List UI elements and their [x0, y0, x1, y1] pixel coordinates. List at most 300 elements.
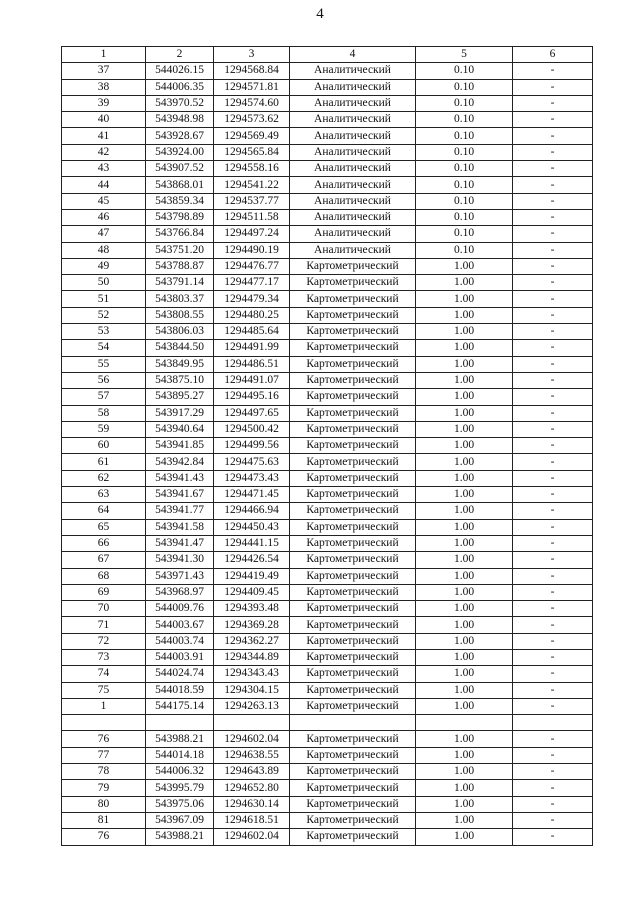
table-cell: 41: [62, 128, 146, 144]
table-cell: 54: [62, 340, 146, 356]
table-cell: Картометрический: [290, 584, 416, 600]
table-row: [62, 95, 593, 111]
table-cell: [146, 715, 214, 731]
table-cell: -: [513, 63, 593, 79]
table-cell: 1.00: [416, 454, 513, 470]
table-cell: 1294476.77: [214, 258, 290, 274]
column-header: 1: [62, 47, 146, 63]
table-cell: 74: [62, 666, 146, 682]
table-cell: 1294558.16: [214, 161, 290, 177]
table-cell: 1.00: [416, 389, 513, 405]
table-row: [62, 747, 593, 763]
table-row: [62, 291, 593, 307]
table-cell: 56: [62, 372, 146, 388]
table-cell: [214, 715, 290, 731]
table-cell: 1.00: [416, 812, 513, 828]
table-cell: 1294344.89: [214, 649, 290, 665]
table-cell: 53: [62, 324, 146, 340]
table-cell: 76: [62, 829, 146, 845]
table-cell: 543941.67: [146, 487, 214, 503]
table-cell: 67: [62, 552, 146, 568]
table-cell: 543941.85: [146, 438, 214, 454]
table-cell: 1.00: [416, 584, 513, 600]
table-cell: 73: [62, 649, 146, 665]
table-cell: 1.00: [416, 340, 513, 356]
table-cell: 1294369.28: [214, 617, 290, 633]
table-cell: 57: [62, 389, 146, 405]
table-header-row: [62, 47, 593, 63]
table-cell: -: [513, 829, 593, 845]
table-row: [62, 307, 593, 323]
table-cell: 1.00: [416, 470, 513, 486]
table-row: [62, 535, 593, 551]
table-cell: Картометрический: [290, 633, 416, 649]
table-cell: Картометрический: [290, 307, 416, 323]
table-cell: -: [513, 79, 593, 95]
table-cell: 544006.35: [146, 79, 214, 95]
table-cell: Картометрический: [290, 405, 416, 421]
table-cell: 1294497.24: [214, 226, 290, 242]
table-cell: 1294568.84: [214, 63, 290, 79]
table-cell: Картометрический: [290, 601, 416, 617]
table-cell: Картометрический: [290, 568, 416, 584]
table-cell: 1.00: [416, 829, 513, 845]
table-cell: [290, 715, 416, 731]
table-cell: 543942.84: [146, 454, 214, 470]
table-cell: -: [513, 617, 593, 633]
table-cell: 1294630.14: [214, 796, 290, 812]
table-cell: 543791.14: [146, 275, 214, 291]
table-row: [62, 552, 593, 568]
table-cell: 1.00: [416, 275, 513, 291]
table-cell: Картометрический: [290, 747, 416, 763]
table-cell: Картометрический: [290, 812, 416, 828]
table-cell: 544006.32: [146, 764, 214, 780]
coordinates-table: [61, 46, 593, 846]
table-cell: 543798.89: [146, 209, 214, 225]
table-cell: Аналитический: [290, 209, 416, 225]
table-cell: 1294602.04: [214, 731, 290, 747]
table-cell: 1.00: [416, 649, 513, 665]
table-row: [62, 226, 593, 242]
table-row: [62, 454, 593, 470]
table-cell: 544018.59: [146, 682, 214, 698]
table-cell: Картометрический: [290, 535, 416, 551]
table-row: [62, 324, 593, 340]
table-row: [62, 340, 593, 356]
table-row: [62, 731, 593, 747]
table-row: [62, 812, 593, 828]
table-cell: 1294473.43: [214, 470, 290, 486]
table-cell: 68: [62, 568, 146, 584]
table-cell: 72: [62, 633, 146, 649]
table-cell: 544014.18: [146, 747, 214, 763]
table-cell: 1294491.07: [214, 372, 290, 388]
table-cell: 1294419.49: [214, 568, 290, 584]
table-cell: 1294485.64: [214, 324, 290, 340]
table-cell: -: [513, 535, 593, 551]
table-cell: 543806.03: [146, 324, 214, 340]
table-cell: 48: [62, 242, 146, 258]
table-cell: 39: [62, 95, 146, 111]
table-cell: [62, 715, 146, 731]
table-cell: 1294491.99: [214, 340, 290, 356]
table-cell: Картометрический: [290, 389, 416, 405]
table-row: [62, 780, 593, 796]
table-cell: -: [513, 487, 593, 503]
table-cell: Картометрический: [290, 829, 416, 845]
table-cell: Аналитический: [290, 161, 416, 177]
table-cell: 543995.79: [146, 780, 214, 796]
table-cell: Картометрический: [290, 421, 416, 437]
table-cell: Аналитический: [290, 79, 416, 95]
table-cell: -: [513, 568, 593, 584]
table-cell: Картометрический: [290, 275, 416, 291]
table-row: [62, 275, 593, 291]
table-cell: 1.00: [416, 682, 513, 698]
table-cell: 0.10: [416, 161, 513, 177]
table-row: [62, 666, 593, 682]
table-cell: -: [513, 601, 593, 617]
table-cell: 1294537.77: [214, 193, 290, 209]
table-cell: -: [513, 209, 593, 225]
column-header: 4: [290, 47, 416, 63]
table-cell: 543788.87: [146, 258, 214, 274]
table-cell: -: [513, 291, 593, 307]
table-cell: 1294343.43: [214, 666, 290, 682]
table-cell: -: [513, 780, 593, 796]
table-row: [62, 112, 593, 128]
table-cell: 1.00: [416, 698, 513, 714]
table-cell: 0.10: [416, 128, 513, 144]
table-cell: 65: [62, 519, 146, 535]
table-cell: -: [513, 389, 593, 405]
table-cell: 1294565.84: [214, 144, 290, 160]
table-cell: 544003.67: [146, 617, 214, 633]
table-cell: 1294409.45: [214, 584, 290, 600]
table-cell: -: [513, 242, 593, 258]
table-row: [62, 128, 593, 144]
table-cell: 1.00: [416, 503, 513, 519]
table-cell: 1294475.63: [214, 454, 290, 470]
table-cell: 543808.55: [146, 307, 214, 323]
table-cell: 543941.77: [146, 503, 214, 519]
table-cell: Аналитический: [290, 112, 416, 128]
table-cell: 1294466.94: [214, 503, 290, 519]
table-cell: 49: [62, 258, 146, 274]
table-cell: 64: [62, 503, 146, 519]
table-cell: Картометрический: [290, 780, 416, 796]
table-cell: 1294573.62: [214, 112, 290, 128]
table-cell: Картометрический: [290, 764, 416, 780]
table-cell: 544024.74: [146, 666, 214, 682]
table-cell: 1294480.25: [214, 307, 290, 323]
table-cell: 543967.09: [146, 812, 214, 828]
table-cell: 46: [62, 209, 146, 225]
table-cell: 1294362.27: [214, 633, 290, 649]
table-cell: Картометрический: [290, 356, 416, 372]
table-cell: 1294569.49: [214, 128, 290, 144]
table-cell: 1.00: [416, 372, 513, 388]
table-cell: 1.00: [416, 617, 513, 633]
table-cell: 544003.91: [146, 649, 214, 665]
table-cell: 38: [62, 79, 146, 95]
table-cell: [513, 715, 593, 731]
table-cell: 80: [62, 796, 146, 812]
table-cell: 66: [62, 535, 146, 551]
table-cell: 0.10: [416, 226, 513, 242]
table-cell: 1.00: [416, 421, 513, 437]
table-cell: Картометрический: [290, 291, 416, 307]
table-cell: 63: [62, 487, 146, 503]
table-cell: -: [513, 405, 593, 421]
table-row: [62, 584, 593, 600]
table-cell: 69: [62, 584, 146, 600]
table-cell: 1294499.56: [214, 438, 290, 454]
table-cell: Картометрический: [290, 796, 416, 812]
table-cell: 1294450.43: [214, 519, 290, 535]
table-cell: -: [513, 144, 593, 160]
table-cell: 1294479.34: [214, 291, 290, 307]
table-cell: 37: [62, 63, 146, 79]
table-cell: -: [513, 177, 593, 193]
table-cell: -: [513, 307, 593, 323]
table-cell: -: [513, 275, 593, 291]
table-cell: 0.10: [416, 209, 513, 225]
table-cell: 1.00: [416, 601, 513, 617]
table-cell: 544009.76: [146, 601, 214, 617]
table-cell: 543907.52: [146, 161, 214, 177]
table-cell: 1294643.89: [214, 764, 290, 780]
table-row: [62, 242, 593, 258]
table-cell: -: [513, 731, 593, 747]
table-cell: -: [513, 356, 593, 372]
table-cell: 78: [62, 764, 146, 780]
table-cell: Аналитический: [290, 193, 416, 209]
table-row: [62, 519, 593, 535]
table-cell: 1294618.51: [214, 812, 290, 828]
table-cell: 543917.29: [146, 405, 214, 421]
table-row: [62, 356, 593, 372]
table-cell: 543941.43: [146, 470, 214, 486]
table-cell: 1.00: [416, 796, 513, 812]
table-cell: -: [513, 340, 593, 356]
column-header: 3: [214, 47, 290, 63]
table-cell: 42: [62, 144, 146, 160]
table-cell: 543941.47: [146, 535, 214, 551]
table-cell: 58: [62, 405, 146, 421]
table-cell: -: [513, 112, 593, 128]
table-row: [62, 79, 593, 95]
table-cell: -: [513, 796, 593, 812]
table-cell: 50: [62, 275, 146, 291]
table-cell: 0.10: [416, 63, 513, 79]
table-cell: 544026.15: [146, 63, 214, 79]
table-cell: 1294638.55: [214, 747, 290, 763]
table-row: [62, 829, 593, 845]
table-cell: 0.10: [416, 242, 513, 258]
table-cell: -: [513, 698, 593, 714]
table-cell: Аналитический: [290, 63, 416, 79]
table-cell: 81: [62, 812, 146, 828]
table-cell: Аналитический: [290, 95, 416, 111]
table-cell: 1294652.80: [214, 780, 290, 796]
table-cell: Картометрический: [290, 698, 416, 714]
table-cell: -: [513, 666, 593, 682]
table-cell: -: [513, 95, 593, 111]
table-cell: 543859.34: [146, 193, 214, 209]
table-cell: 77: [62, 747, 146, 763]
table-cell: 1.00: [416, 764, 513, 780]
table-cell: 1294490.19: [214, 242, 290, 258]
table-cell: 1294495.16: [214, 389, 290, 405]
table-cell: Картометрический: [290, 682, 416, 698]
table-cell: 543875.10: [146, 372, 214, 388]
table-row: [62, 405, 593, 421]
table-cell: 1.00: [416, 666, 513, 682]
table-row: [62, 258, 593, 274]
table-cell: 43: [62, 161, 146, 177]
table-cell: 1294304.15: [214, 682, 290, 698]
table-cell: Картометрический: [290, 324, 416, 340]
table-cell: 45: [62, 193, 146, 209]
table-row: [62, 470, 593, 486]
table-cell: Картометрический: [290, 649, 416, 665]
table-row: [62, 193, 593, 209]
table-row: [62, 421, 593, 437]
table-cell: -: [513, 633, 593, 649]
table-cell: 0.10: [416, 95, 513, 111]
table-cell: 1294477.17: [214, 275, 290, 291]
table-cell: -: [513, 421, 593, 437]
table-cell: 543941.30: [146, 552, 214, 568]
table-cell: 70: [62, 601, 146, 617]
table-row: [62, 487, 593, 503]
table-row: [62, 764, 593, 780]
table-cell: -: [513, 454, 593, 470]
table-cell: Аналитический: [290, 177, 416, 193]
table-row: [62, 568, 593, 584]
table-cell: Аналитический: [290, 128, 416, 144]
table-row: [62, 617, 593, 633]
table-cell: 1.00: [416, 487, 513, 503]
table-cell: -: [513, 161, 593, 177]
table-cell: -: [513, 372, 593, 388]
table-cell: Аналитический: [290, 226, 416, 242]
table-cell: 1.00: [416, 356, 513, 372]
table-cell: 1294441.15: [214, 535, 290, 551]
table-row: [62, 503, 593, 519]
table-cell: 543970.52: [146, 95, 214, 111]
table-cell: 79: [62, 780, 146, 796]
table-cell: 1.00: [416, 258, 513, 274]
page-number: 4: [316, 6, 324, 22]
table-row: [62, 177, 593, 193]
column-header: 5: [416, 47, 513, 63]
table-cell: 1.00: [416, 519, 513, 535]
table-cell: 51: [62, 291, 146, 307]
table-cell: Картометрический: [290, 438, 416, 454]
table-row: [62, 649, 593, 665]
column-header: 6: [513, 47, 593, 63]
table-cell: -: [513, 193, 593, 209]
table-cell: 1: [62, 698, 146, 714]
table-row: [62, 161, 593, 177]
table-cell: 44: [62, 177, 146, 193]
table-cell: [416, 715, 513, 731]
table-cell: 0.10: [416, 177, 513, 193]
table-cell: 1294393.48: [214, 601, 290, 617]
table-cell: Аналитический: [290, 144, 416, 160]
table-cell: Картометрический: [290, 519, 416, 535]
table-cell: 55: [62, 356, 146, 372]
table-row: [62, 796, 593, 812]
table-row: [62, 372, 593, 388]
table-cell: 1294426.54: [214, 552, 290, 568]
table-cell: 1294541.22: [214, 177, 290, 193]
table-cell: Картометрический: [290, 503, 416, 519]
table-cell: 543849.95: [146, 356, 214, 372]
table-cell: -: [513, 584, 593, 600]
table-cell: Аналитический: [290, 242, 416, 258]
table-cell: 543988.21: [146, 731, 214, 747]
table-cell: 0.10: [416, 193, 513, 209]
table-cell: -: [513, 649, 593, 665]
table-cell: 543948.98: [146, 112, 214, 128]
table-row: [62, 389, 593, 405]
table-cell: -: [513, 747, 593, 763]
table-cell: 543928.67: [146, 128, 214, 144]
table-row: [62, 682, 593, 698]
table-cell: 75: [62, 682, 146, 698]
table-row: [62, 209, 593, 225]
table-cell: 1294602.04: [214, 829, 290, 845]
table-cell: -: [513, 682, 593, 698]
table-cell: 1294574.60: [214, 95, 290, 111]
table-cell: -: [513, 812, 593, 828]
table-row: [62, 438, 593, 454]
table-cell: 76: [62, 731, 146, 747]
table-cell: 544003.74: [146, 633, 214, 649]
table-cell: 543975.06: [146, 796, 214, 812]
table-cell: 543971.43: [146, 568, 214, 584]
table-cell: 543988.21: [146, 829, 214, 845]
table-cell: Картометрический: [290, 372, 416, 388]
table-body: [62, 63, 593, 845]
table-cell: Картометрический: [290, 258, 416, 274]
table-cell: Картометрический: [290, 340, 416, 356]
table-cell: 1.00: [416, 535, 513, 551]
table-cell: 1294486.51: [214, 356, 290, 372]
table-cell: 1294500.42: [214, 421, 290, 437]
column-header: 2: [146, 47, 214, 63]
table-cell: 1.00: [416, 438, 513, 454]
table-cell: Картометрический: [290, 487, 416, 503]
table-cell: 1.00: [416, 324, 513, 340]
table-cell: 1294263.13: [214, 698, 290, 714]
table-cell: 1294511.58: [214, 209, 290, 225]
table-cell: Картометрический: [290, 470, 416, 486]
table-cell: 543868.01: [146, 177, 214, 193]
table-row: [62, 715, 593, 731]
table-cell: 543924.00: [146, 144, 214, 160]
table-cell: 543803.37: [146, 291, 214, 307]
table-cell: 1294471.45: [214, 487, 290, 503]
table-cell: 543940.64: [146, 421, 214, 437]
table-cell: -: [513, 438, 593, 454]
table-cell: -: [513, 128, 593, 144]
table-cell: 543895.27: [146, 389, 214, 405]
